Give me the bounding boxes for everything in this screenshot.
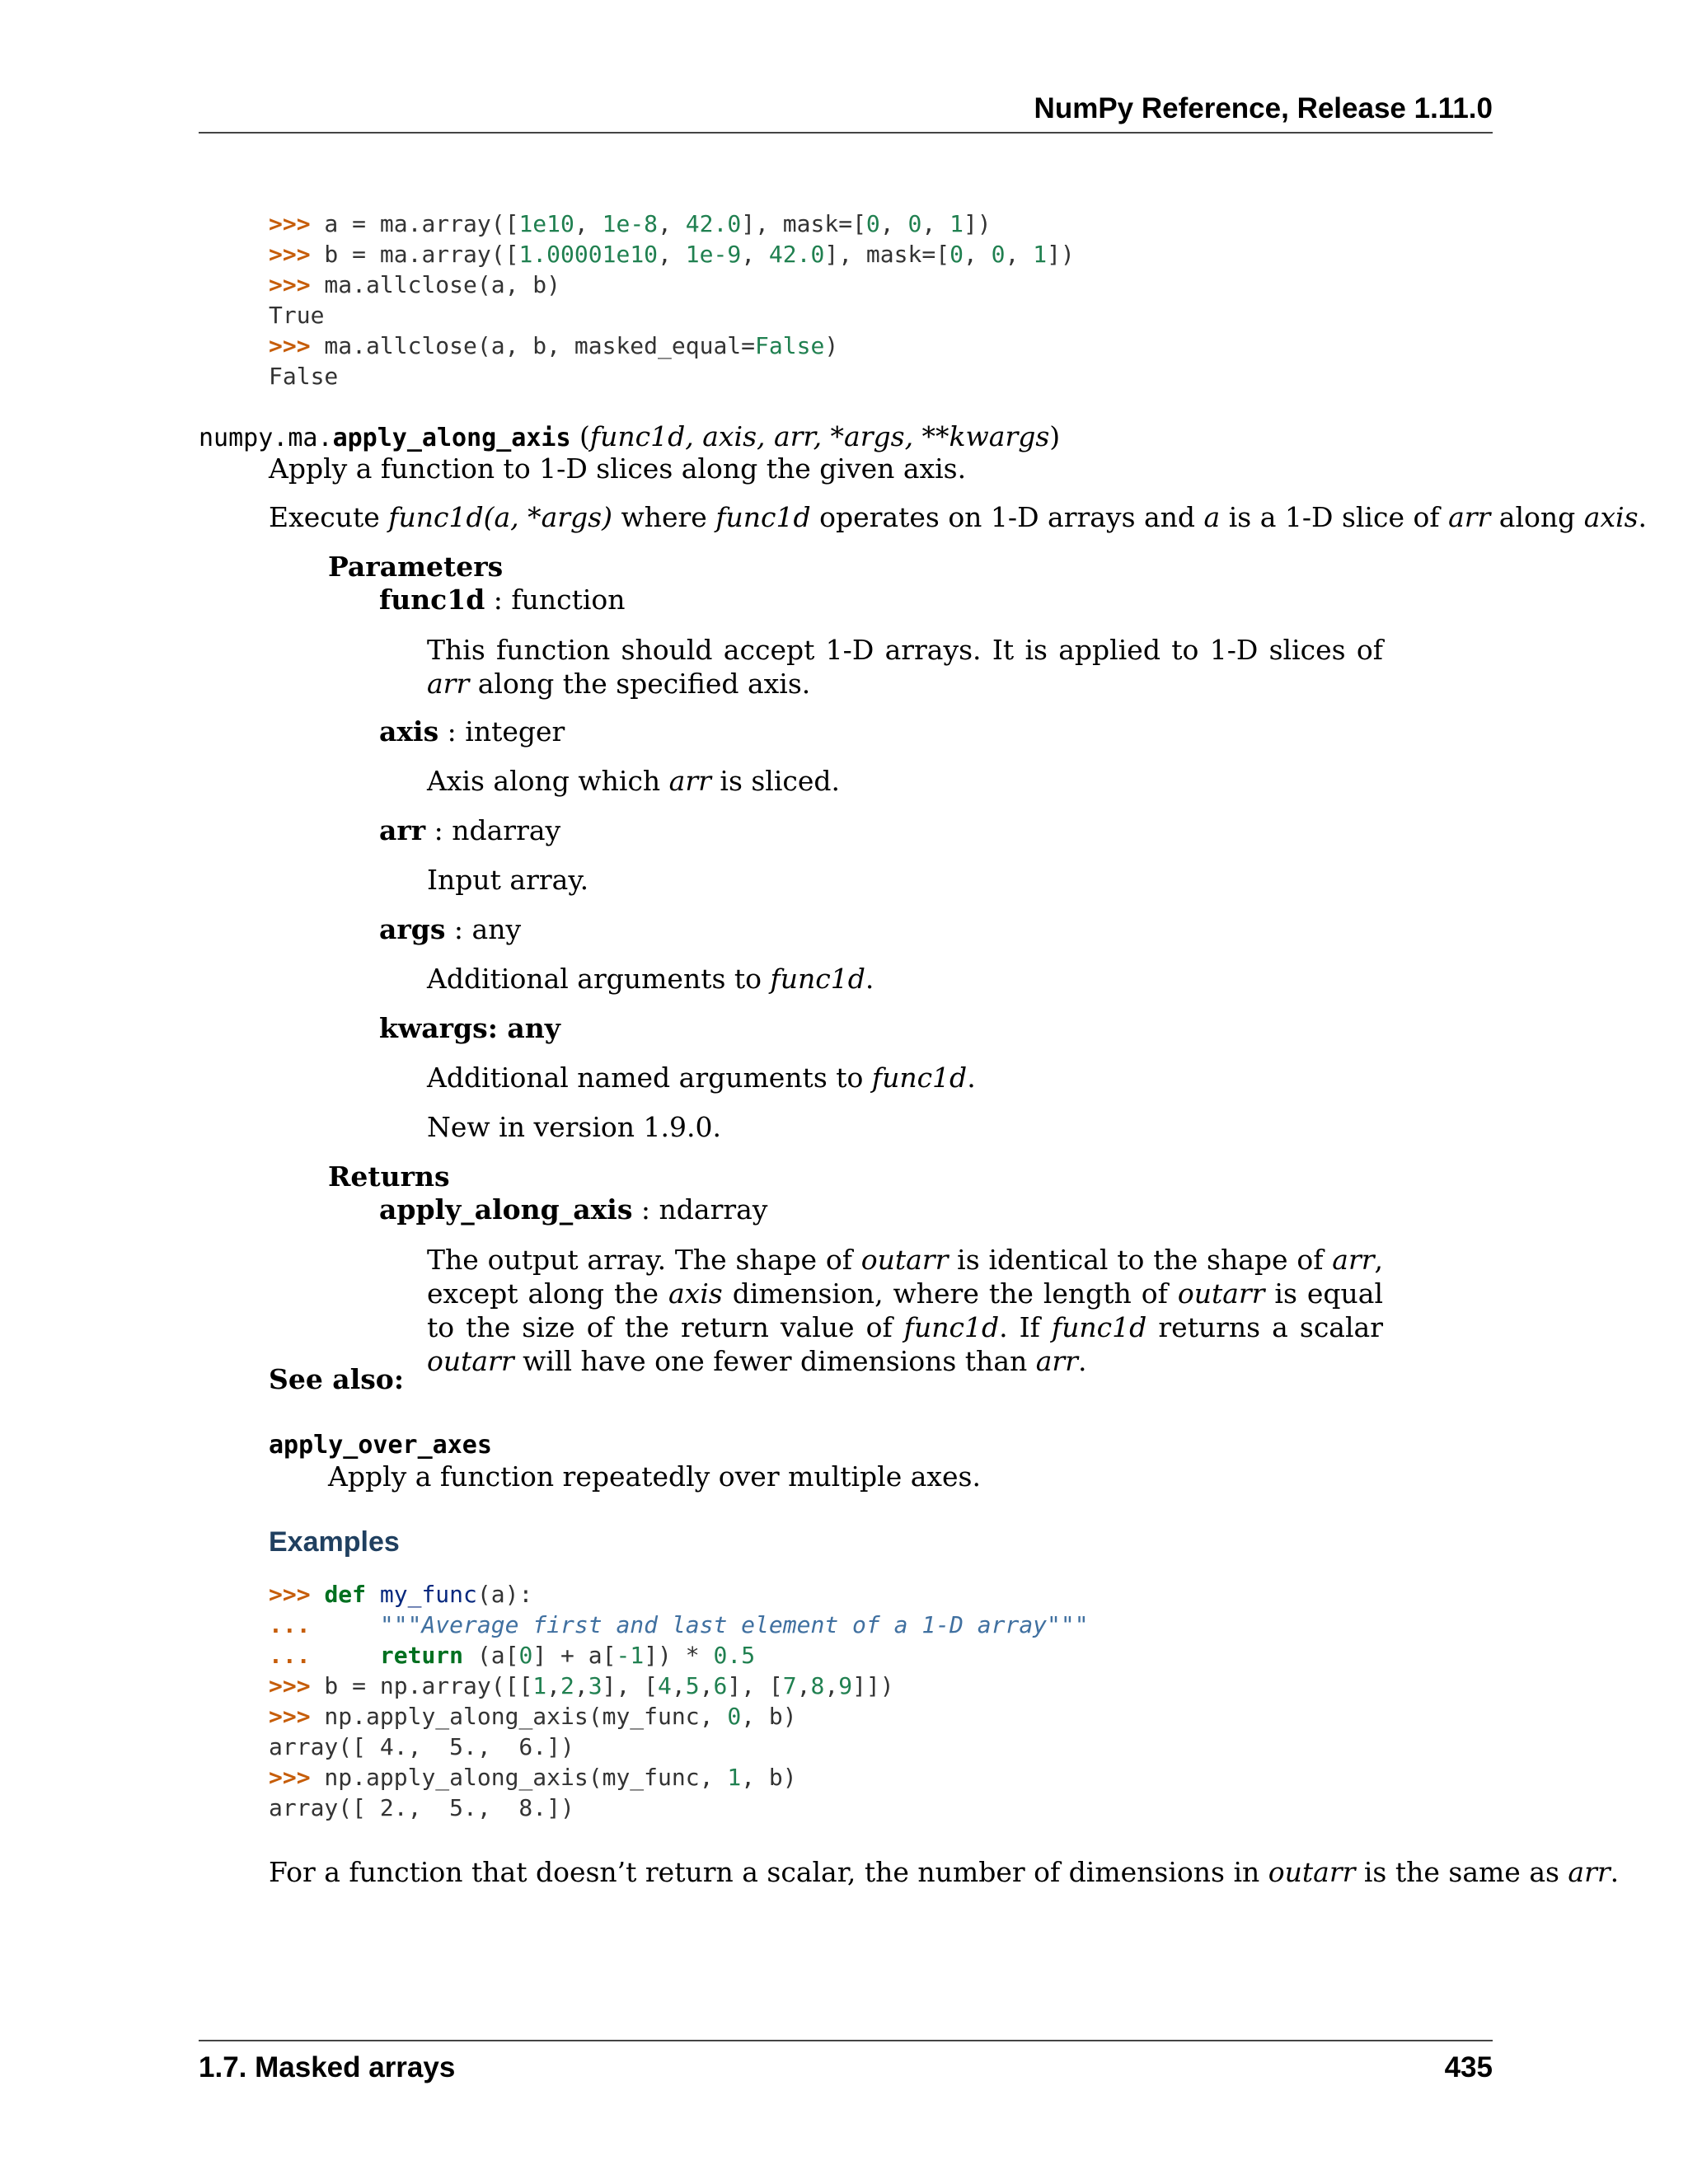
param-args: args : any (379, 913, 522, 945)
return-value: apply_along_axis : ndarray (379, 1193, 768, 1226)
code-line: >>> np.apply_along_axis(my_func, 0, b) (269, 1703, 797, 1730)
see-also-link[interactable]: apply_over_axes (269, 1431, 492, 1460)
code-line: >>> b = ma.array([1.00001e10, 1e-9, 42.0], mask=[0, 0, 1]) (269, 241, 1075, 268)
examples-heading: Examples (269, 1526, 400, 1558)
see-also-heading: See also: (269, 1363, 405, 1395)
returns-heading: Returns (328, 1160, 450, 1193)
param-kwargs: kwargs: any (379, 1012, 560, 1044)
code-line: >>> np.apply_along_axis(my_func, 1, b) (269, 1764, 797, 1791)
param-func1d-desc: This function should accept 1-D arrays. It is applied to 1-D slices of arr along the specified axis. (427, 634, 1383, 700)
code-line: ... """Average first and last element of a 1-D array""" (269, 1611, 1089, 1638)
code-output: True (269, 302, 325, 329)
code-line: >>> ma.allclose(a, b) (269, 271, 561, 298)
code-output: array([ 4., 5., 6.]) (269, 1733, 574, 1760)
code-block-allclose (269, 209, 1075, 391)
see-also-desc: Apply a function repeatedly over multiple axes. (328, 1460, 981, 1493)
function-signature: numpy.ma.apply_along_axis (func1d, axis, arr, *args, **kwargs) (199, 420, 1061, 452)
param-func1d: func1d : function (379, 583, 626, 616)
footer-section: 1.7. Masked arrays (199, 2051, 456, 2083)
signature-name: apply_along_axis (332, 424, 571, 452)
page-number: 435 (1444, 2051, 1493, 2083)
param-arr-desc: Input array. (427, 864, 589, 896)
param-axis-desc: Axis along which arr is sliced. (427, 765, 841, 797)
version-note: New in version 1.9.0. (427, 1111, 721, 1143)
code-block-examples (269, 1579, 1089, 1823)
signature-module: numpy.ma. (199, 424, 333, 452)
execute-description: Execute func1d(a, *args) where func1d operates on 1-D arrays and a is a 1-D slice of arr along axis. (269, 501, 1648, 533)
code-line: >>> ma.allclose(a, b, masked_equal=False) (269, 332, 839, 359)
function-summary: Apply a function to 1-D slices along the given axis. (269, 452, 967, 485)
code-line: >>> def my_func(a): (269, 1581, 533, 1608)
param-axis: axis : integer (379, 715, 565, 748)
param-args-desc: Additional arguments to func1d. (427, 963, 874, 995)
code-output: False (269, 363, 339, 390)
page-footer (199, 2040, 1493, 2091)
code-line: >>> b = np.array([[1,2,3], [4,5,6], [7,8,9]]) (269, 1672, 894, 1699)
code-output: array([ 2., 5., 8.]) (269, 1794, 574, 1821)
signature-params: func1d, axis, arr, *args, **kwargs (589, 420, 1050, 452)
code-line: >>> a = ma.array([1e10, 1e-8, 42.0], mask=[0, 0, 1]) (269, 210, 992, 237)
param-kwargs-desc: Additional named arguments to func1d. (427, 1062, 976, 1094)
release-title: NumPy Reference, Release 1.11.0 (1034, 92, 1493, 124)
param-arr: arr : ndarray (379, 814, 561, 846)
page-header (199, 92, 1493, 134)
closing-paragraph: For a function that doesn’t return a scalar, the number of dimensions in outarr is the same as arr. (269, 1856, 1620, 1888)
parameters-heading: Parameters (328, 551, 504, 583)
return-desc: The output array. The shape of outarr is identical to the shape of arr, except along the axis dimension, where the length of outarr is equal to the size of the return value of func1d. If func1d returns a scalar outarr will have one fewer dimensions than arr. (427, 1244, 1384, 1377)
code-line: ... return (a[0] + a[-1]) * 0.5 (269, 1642, 756, 1669)
